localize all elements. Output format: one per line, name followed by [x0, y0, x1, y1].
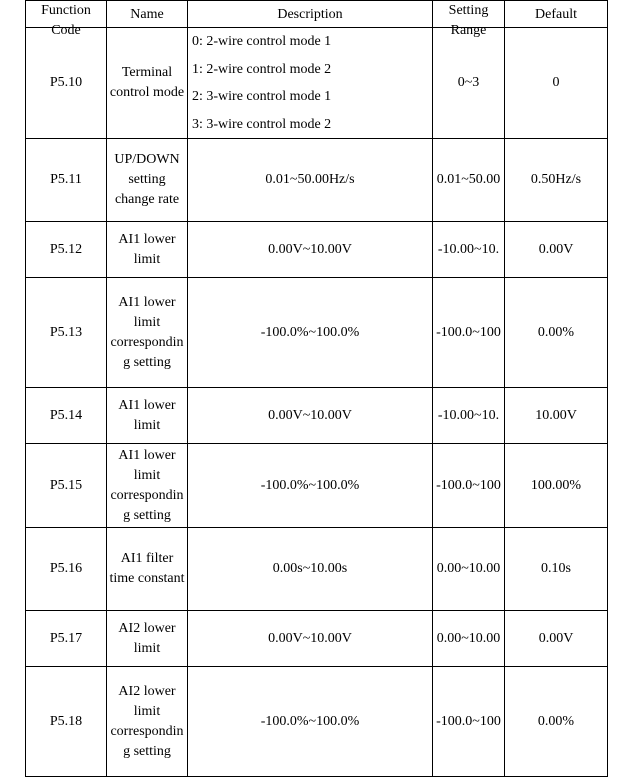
default-value: 0.00V — [505, 222, 608, 278]
header-setting-range: Setting Range — [433, 1, 505, 28]
function-code: P5.16 — [26, 528, 107, 611]
function-code: P5.17 — [26, 611, 107, 667]
parameter-name: AI1 lower limit correspondin g setting — [107, 278, 188, 388]
default-value: 100.00% — [505, 444, 608, 528]
description-option: 1: 2-wire control mode 2 — [192, 61, 332, 77]
header-name: Name — [107, 1, 188, 28]
table-row — [26, 222, 608, 278]
parameter-name: AI2 lower limit — [107, 611, 188, 667]
setting-range: -100.0~100 — [433, 667, 505, 777]
function-code: P5.12 — [26, 222, 107, 278]
table-row — [26, 667, 608, 777]
parameter-table — [25, 0, 608, 777]
parameter-description: 0.00V~10.00V — [188, 611, 433, 667]
parameter-name: AI1 lower limit — [107, 388, 188, 444]
default-value: 0.00% — [505, 667, 608, 777]
setting-range: 0~3 — [433, 28, 505, 139]
default-value: 0 — [505, 28, 608, 139]
table-row — [26, 28, 608, 139]
table-row — [26, 444, 608, 528]
default-value: 10.00V — [505, 388, 608, 444]
header-function-code: Function Code — [26, 1, 107, 28]
setting-range: 0.00~10.00 — [433, 528, 505, 611]
parameter-description: 0.01~50.00Hz/s — [188, 139, 433, 222]
parameter-name: AI1 lower limit correspondin g setting — [107, 444, 188, 528]
default-value: 0.00V — [505, 611, 608, 667]
table-row — [26, 388, 608, 444]
table-row — [26, 611, 608, 667]
setting-range: -100.0~100 — [433, 278, 505, 388]
default-value: 0.10s — [505, 528, 608, 611]
header-default: Default — [505, 1, 608, 28]
parameter-description: 0.00V~10.00V — [188, 222, 433, 278]
parameter-description — [188, 28, 433, 139]
function-code: P5.10 — [26, 28, 107, 139]
parameter-name: Terminal control mode — [107, 28, 188, 139]
setting-range: -10.00~10. — [433, 388, 505, 444]
parameter-description: -100.0%~100.0% — [188, 444, 433, 528]
function-code: P5.11 — [26, 139, 107, 222]
function-code: P5.14 — [26, 388, 107, 444]
parameter-name: AI2 lower limit correspondin g setting — [107, 667, 188, 777]
setting-range: 0.00~10.00 — [433, 611, 505, 667]
function-code: P5.15 — [26, 444, 107, 528]
setting-range: -10.00~10. — [433, 222, 505, 278]
parameter-description: -100.0%~100.0% — [188, 278, 433, 388]
description-option: 3: 3-wire control mode 2 — [192, 116, 332, 132]
parameter-name: UP/DOWN setting change rate — [107, 139, 188, 222]
parameter-description: 0.00V~10.00V — [188, 388, 433, 444]
function-code: P5.13 — [26, 278, 107, 388]
function-code: P5.18 — [26, 667, 107, 777]
header-description: Description — [188, 1, 433, 28]
header-row — [26, 1, 608, 28]
setting-range: -100.0~100 — [433, 444, 505, 528]
table-row — [26, 139, 608, 222]
setting-range: 0.01~50.00 — [433, 139, 505, 222]
parameter-description: 0.00s~10.00s — [188, 528, 433, 611]
default-value: 0.50Hz/s — [505, 139, 608, 222]
description-option: 0: 2-wire control mode 1 — [192, 34, 332, 49]
table-row — [26, 278, 608, 388]
parameter-name: AI1 filter time constant — [107, 528, 188, 611]
parameter-name: AI1 lower limit — [107, 222, 188, 278]
description-option: 2: 3-wire control mode 1 — [192, 89, 332, 104]
default-value: 0.00% — [505, 278, 608, 388]
table-row — [26, 528, 608, 611]
parameter-description: -100.0%~100.0% — [188, 667, 433, 777]
